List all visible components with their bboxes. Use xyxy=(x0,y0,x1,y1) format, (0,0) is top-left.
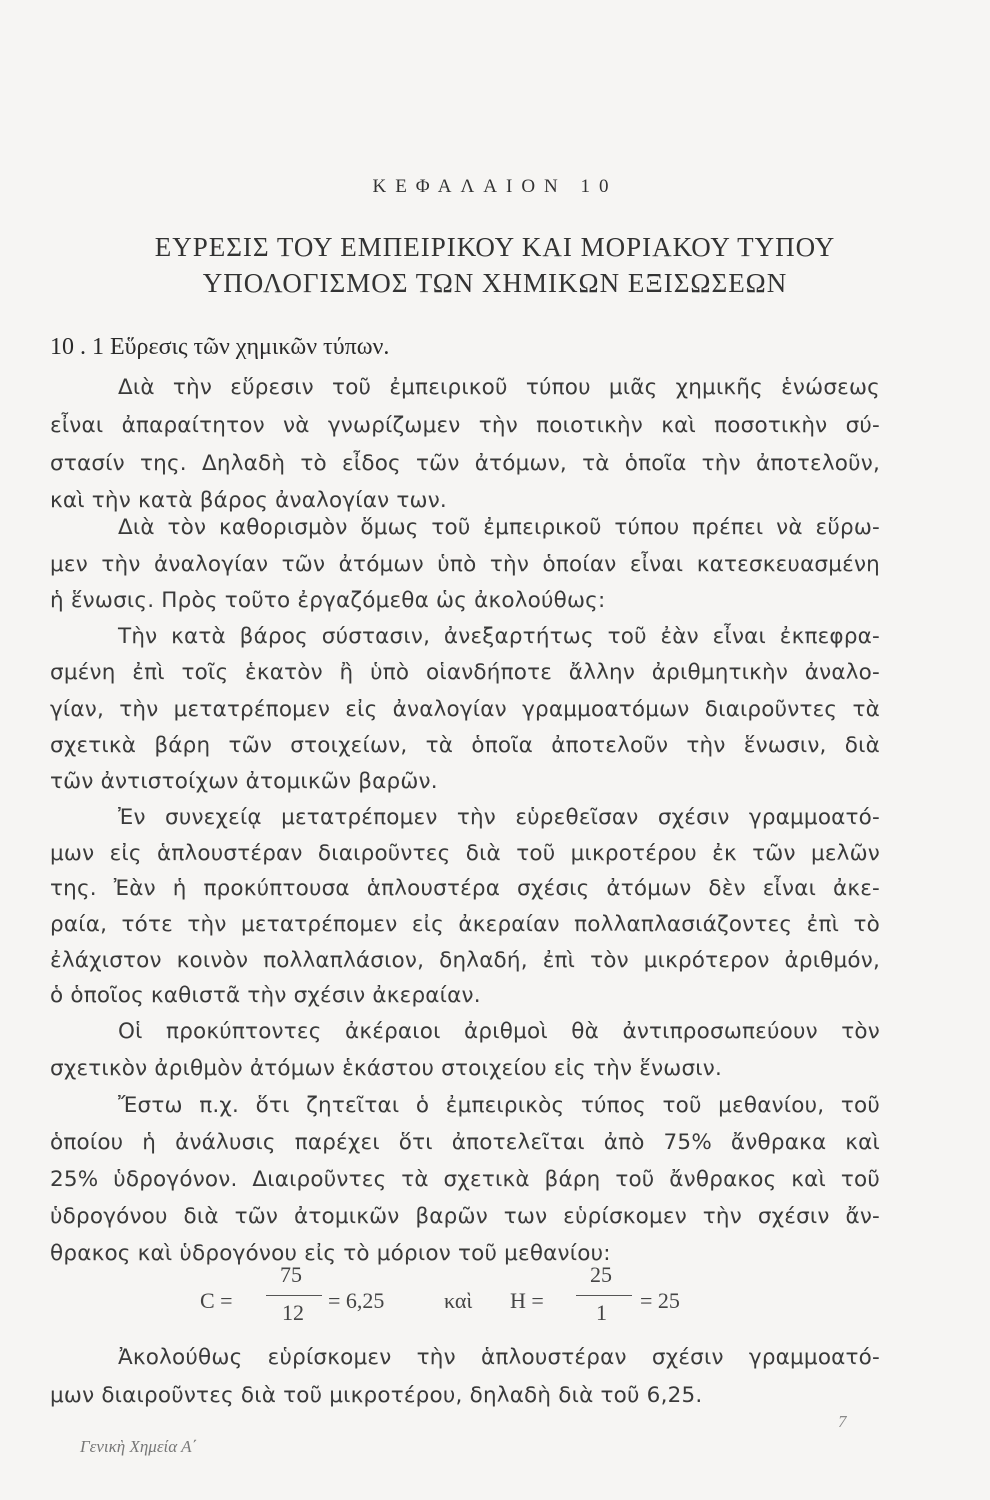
chapter-title-line-2: ΥΠΟΛΟΓΙΣΜΟΣ ΤΩΝ ΧΗΜΙΚΩΝ ΕΞΙΣΩΣΕΩΝ xyxy=(202,268,788,298)
fraction-bar xyxy=(576,1295,632,1296)
formula-h-numerator: 25 xyxy=(590,1262,612,1287)
paragraph-line: σχετικὰ βάρη τῶν στοιχείων, τὰ ὁποῖα ἀποτελοῦν τὴν ἕνωσιν, διὰ xyxy=(50,733,880,758)
paragraph-line: ὁποίου ἡ ἀνάλυσις παρέχει ὅτι ἀποτελεῖται ἀπὸ 75% ἄνθρακα καὶ xyxy=(50,1130,880,1155)
formula-c-result: = 6,25 xyxy=(328,1288,385,1313)
paragraph-line: της. Ἐὰν ἡ προκύπτουσα ἁπλουστέρα σχέσις ἀτόμων δὲν εἶναι ἀκε- xyxy=(50,876,880,901)
paragraph-line: Ἀκολούθως εὑρίσκομεν τὴν ἁπλουστέραν σχέσιν γραμμοατό- xyxy=(118,1345,880,1370)
paragraph-line: καὶ τὴν κατὰ βάρος ἀναλογίαν των. xyxy=(50,488,447,513)
paragraph-line: Ἐν συνεχείᾳ μετατρέπομεν τὴν εὑρεθεῖσαν σχέσιν γραμμοατό- xyxy=(118,805,880,830)
paragraph-line: Οἱ προκύπτοντες ἀκέραιοι ἀριθμοὶ θὰ ἀντιπροσωπεύουν τὸν xyxy=(118,1019,880,1044)
paragraph-line: ἡ ἕνωσις. Πρὸς τοῦτο ἐργαζόμεθα ὡς ἀκολούθως: xyxy=(50,588,606,613)
formula-conjunction: καὶ xyxy=(444,1288,473,1313)
stoichiometry-formula xyxy=(200,1262,760,1338)
formula-c-numerator: 75 xyxy=(280,1262,302,1287)
paragraph-line: μων διαιροῦντες διὰ τοῦ μικροτέρου, δηλαδὴ διὰ τοῦ 6,25. xyxy=(50,1383,703,1408)
paragraph-line: σμένη ἐπὶ τοῖς ἑκατὸν ἢ ὑπὸ οἱανδήποτε ἄλλην ἀριθμητικὴν ἀναλο- xyxy=(50,660,880,685)
footer-book-title: Γενικὴ Χημεία Α΄ xyxy=(80,1437,198,1456)
formula-h-result: = 25 xyxy=(640,1288,680,1313)
paragraph-line: ὑδρογόνου διὰ τῶν ἀτομικῶν βαρῶν των εὑρίσκομεν τὴν σχέσιν ἄν- xyxy=(50,1204,880,1229)
paragraph-line: Διὰ τὴν εὕρεσιν τοῦ ἐμπειρικοῦ τύπου μιᾶς χημικῆς ἑνώσεως xyxy=(118,375,880,400)
paragraph-line: ραία, τότε τὴν μετατρέπομεν εἰς ἀκεραίαν πολλαπλασιάζοντες ἐπὶ τὸ xyxy=(50,912,880,937)
formula-h-denominator: 1 xyxy=(596,1300,607,1325)
paragraph-line: γίαν, τὴν μετατρέπομεν εἰς ἀναλογίαν γραμμοατόμων διαιροῦντες τὰ xyxy=(50,697,880,722)
paragraph-line: τῶν ἀντιστοίχων ἀτομικῶν βαρῶν. xyxy=(50,769,438,794)
paragraph-line: εἶναι ἀπαραίτητον νὰ γνωρίζωμεν τὴν ποιοτικὴν καὶ ποσοτικὴν σύ- xyxy=(50,413,880,438)
paragraph-line: μων εἰς ἁπλουστέραν διαιροῦντες διὰ τοῦ μικροτέρου ἐκ τῶν μελῶν xyxy=(50,841,880,866)
paragraph-line: ἐλάχιστον κοινὸν πολλαπλάσιον, δηλαδή, ἐπὶ τὸν μικρότερον ἀριθμόν, xyxy=(50,948,880,973)
fraction-bar xyxy=(266,1295,322,1296)
paragraph-line: σχετικὸν ἀριθμὸν ἀτόμων ἑκάστου στοιχείου εἰς τὴν ἕνωσιν. xyxy=(50,1056,723,1081)
paragraph-line: στασίν της. Δηλαδὴ τὸ εἶδος τῶν ἀτόμων, τὰ ὁποῖα τὴν ἀποτελοῦν, xyxy=(50,451,880,476)
formula-c-label: C = xyxy=(200,1288,233,1313)
chapter-label: ΚΕΦΑΛΑΙΟΝ 10 xyxy=(372,176,618,197)
paragraph-line: Τὴν κατὰ βάρος σύστασιν, ἀνεξαρτήτως τοῦ ἐὰν εἶναι ἐκπεφρα- xyxy=(118,624,880,649)
paragraph-line: μεν τὴν ἀναλογίαν τῶν ἀτόμων ὑπὸ τὴν ὁποίαν εἶναι κατεσκευασμένη xyxy=(50,552,880,577)
paragraph-line: Διὰ τὸν καθορισμὸν ὅμως τοῦ ἐμπειρικοῦ τύπου πρέπει νὰ εὕρω- xyxy=(118,515,880,540)
formula-c-denominator: 12 xyxy=(282,1300,304,1325)
paragraph-line: θρακος καὶ ὑδρογόνου εἰς τὸ μόριον τοῦ μεθανίου: xyxy=(50,1241,611,1266)
section-heading: 10 . 1 Εὕρεσις τῶν χημικῶν τύπων. xyxy=(50,334,390,360)
paragraph-line: Ἔστω π.χ. ὅτι ζητεῖται ὁ ἐμπειρικὸς τύπος τοῦ μεθανίου, τοῦ xyxy=(118,1093,880,1118)
chapter-title-line-1: ΕΥΡΕΣΙΣ ΤΟΥ ΕΜΠΕΙΡΙΚΟΥ ΚΑΙ ΜΟΡΙΑΚΟΥ ΤΥΠΟΥ xyxy=(154,232,836,262)
paragraph-line: 25% ὑδρογόνον. Διαιροῦντες τὰ σχετικὰ βάρη τοῦ ἄνθρακος καὶ τοῦ xyxy=(50,1167,880,1192)
paragraph-line: ὁ ὁποῖος καθιστᾶ τὴν σχέσιν ἀκεραίαν. xyxy=(50,983,481,1008)
formula-h-label: H = xyxy=(510,1288,544,1313)
footer-sheet-number: 7 xyxy=(838,1412,847,1431)
